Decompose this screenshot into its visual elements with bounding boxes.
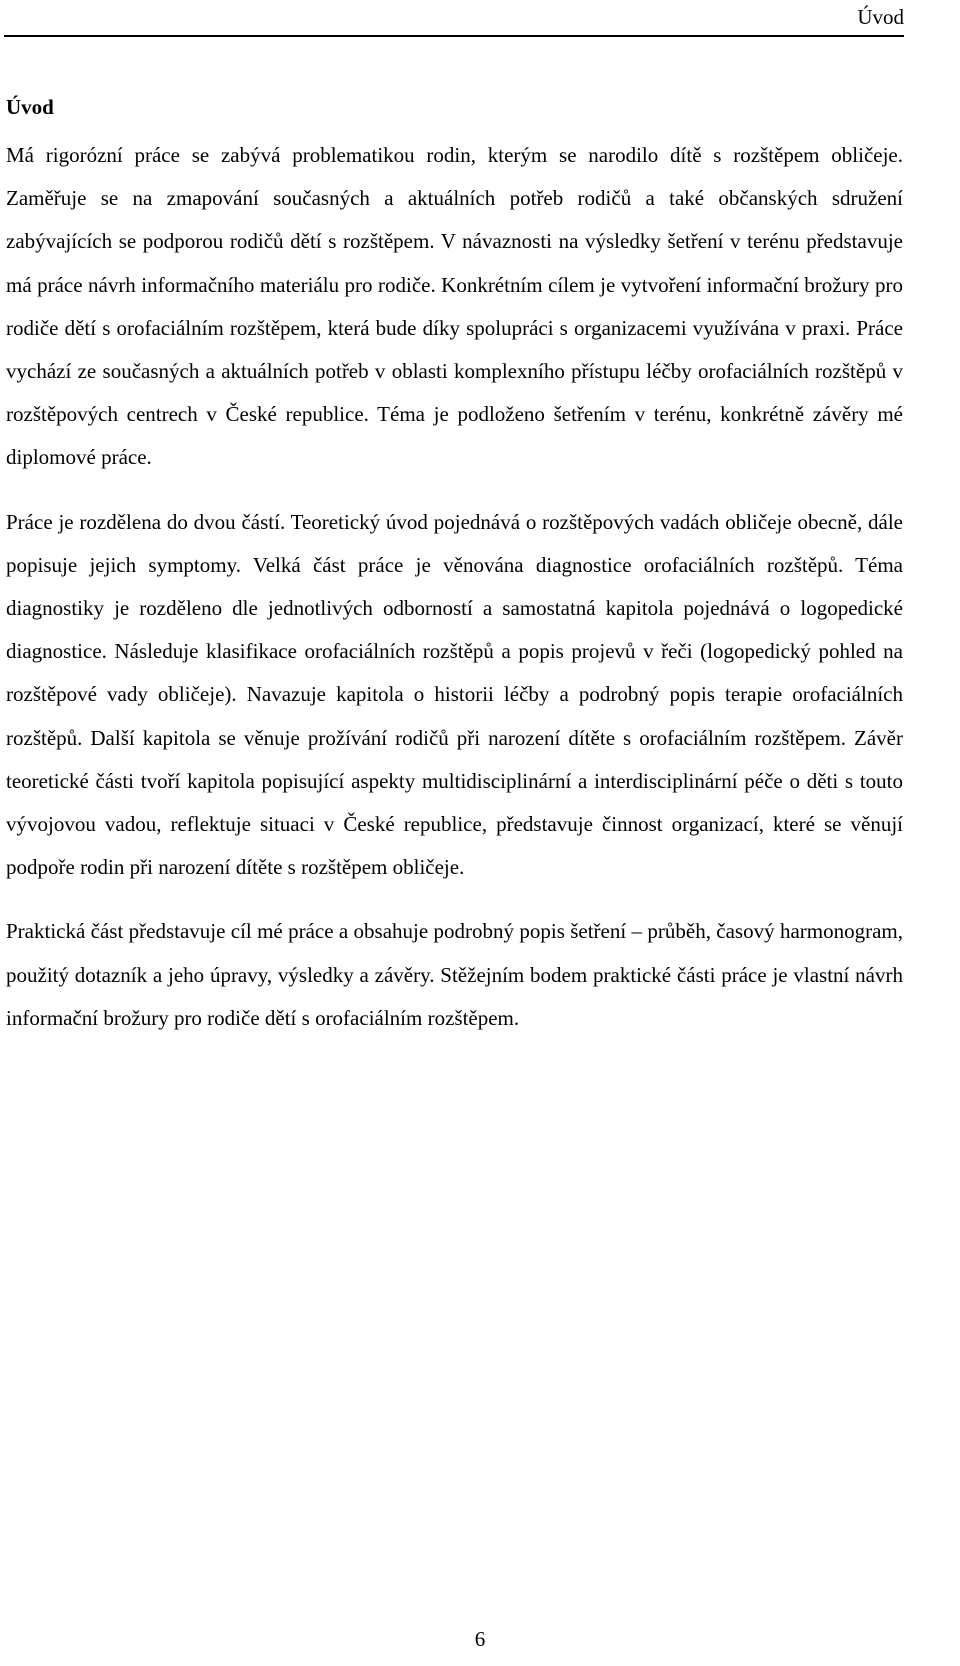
running-header <box>4 0 904 37</box>
section-heading: Úvod <box>6 95 54 119</box>
paragraph-intro: Má rigorózní práce se zabývá problematikou rodin, kterým se narodilo dítě s rozštěpem obličeje. Zaměřuje se na zmapování současných a aktuálních potřeb rodičů a také občanských sdružení zabývajících se podporou rodičů dětí s rozštěpem. V návaznosti na výsledky šetření v terénu představuje má práce návrh informačního materiálu pro rodiče. Konkrétním cílem je vytvoření informační brožury pro rodiče dětí s orofaciálním rozštěpem, která bude díky spolupráci s organizacemi využívána v praxi. Práce vychází ze současných a aktuálních potřeb v oblasti komplexního přístupu léčby orofaciálních rozštěpů v rozštěpových centrech v České republice. Téma je podloženo šetřením v terénu, konkrétně závěry mé diplomové práce. <box>6 143 903 470</box>
paragraph-structure: Práce je rozdělena do dvou částí. Teoretický úvod pojednává o rozštěpových vadách obličeje obecně, dále popisuje jejich symptomy. Velká část práce je věnována diagnostice orofaciálních rozštěpů. Téma diagnostiky je rozděleno dle jednotlivých odborností a samostatná kapitola pojednává o logopedické diagnostice. Následuje klasifikace orofaciálních rozštěpů a popis projevů v řeči (logopedický pohled na rozštěpové vady obličeje). Navazuje kapitola o historii léčby a podrobný popis terapie orofaciálních rozštěpů. Další kapitola se věnuje prožívání rodičů při narození dítěte s orofaciálním rozštěpem. Závěr teoretické části tvoří kapitola popisující aspekty multidisciplinární a interdisciplinární péče o děti s touto vývojovou vadou, reflektuje situaci v České republice, představuje činnost organizací, které se věnují podpoře rodin při narození dítěte s rozštěpem obličeje. <box>6 509 903 880</box>
paragraph-practical: Praktická část představuje cíl mé práce a obsahuje podrobný popis šetření – průběh, časový harmonogram, použitý dotazník a jeho úpravy, výsledky a závěry. Stěžejním bodem praktické části práce je vlastní návrh informační brožury pro rodiče dětí s orofaciálním rozštěpem. <box>6 919 903 1030</box>
running-header-title: Úvod <box>857 5 904 29</box>
page-number: 6 <box>474 1627 486 1651</box>
page-content <box>6 92 903 1040</box>
